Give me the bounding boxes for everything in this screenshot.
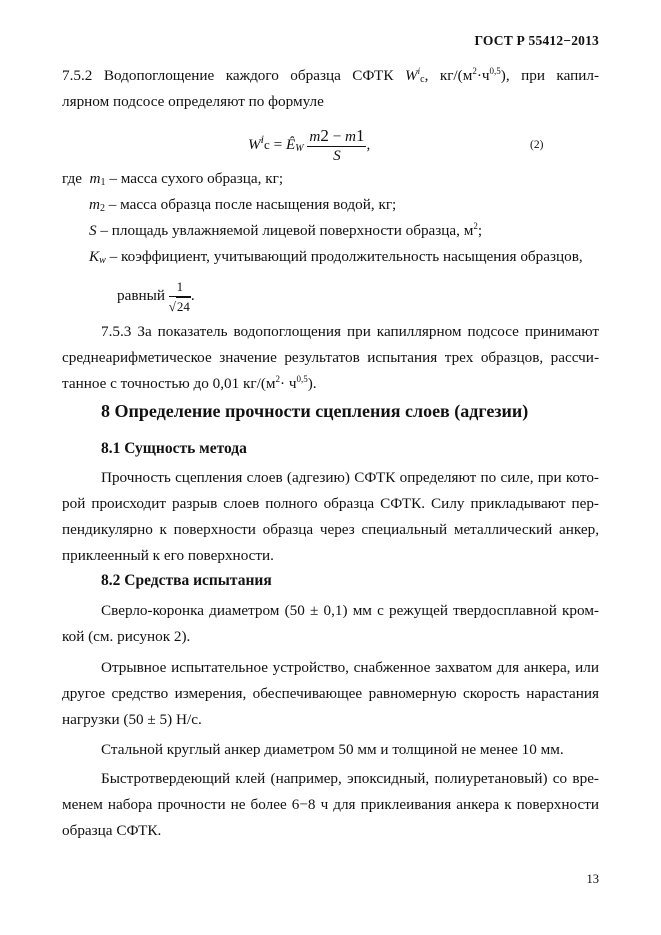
def-fraction (169, 278, 191, 316)
para-752-text-b: , кг/(м (424, 67, 473, 84)
formula-i: i (260, 132, 264, 146)
def-m1-text: – масса сухого образца, кг; (105, 170, 284, 187)
formula-minus: − (328, 127, 346, 145)
def-where: где (62, 170, 82, 187)
def-m1 (62, 166, 283, 192)
para-753-line1: 7.5.3 За показатель водопоглощения при капиллярном подсосе принимают (101, 323, 599, 340)
def-s-end: ; (477, 222, 483, 239)
para-752-line2: лярном подсосе определяют по формуле (62, 93, 324, 110)
def-m2-index: 2 (99, 203, 105, 214)
sup-2: 2 (472, 66, 477, 76)
def-k (89, 244, 583, 270)
def-s-text: – площадь увлажняемой лицевой поверхности образца, м (96, 222, 474, 239)
def-equal-word: равный (117, 287, 165, 304)
section-81-title: 8.1 Сущность метода (101, 440, 247, 457)
formula-comma: , (366, 136, 371, 153)
formula-k: Ê (285, 136, 296, 153)
para-753-sup05: 0,5 (296, 374, 308, 384)
symbol-c: с (420, 74, 425, 85)
para-753-text-c: ). (307, 375, 317, 392)
section-81-line3: пендикулярно к поверхности образца через специальный металлический анкер, (62, 521, 599, 538)
formula-denominator (307, 147, 366, 165)
formula-eq: = (273, 136, 283, 153)
formula-m2: m (309, 127, 321, 145)
page-number: 13 (586, 872, 599, 886)
formula-s: S (333, 146, 341, 164)
para-752-text-a: 7.5.2 Водопоглощение каждого образца СФТК (62, 67, 394, 84)
def-fraction-num: 1 (169, 278, 191, 297)
standard-header: ГОСТ Р 55412−2013 (474, 33, 599, 48)
def-k-symbol: K (89, 248, 100, 265)
section-82-p4-line1: Быстротвердеющий клей (например, эпоксидный, полиуретановый) со вре- (101, 770, 599, 787)
def-fraction-den (169, 297, 191, 316)
section-82-title: 8.2 Средства испытания (101, 572, 272, 589)
def-dot: . (190, 287, 195, 304)
symbol-w: W (404, 67, 418, 84)
def-m1-symbol: m (89, 170, 101, 187)
formula-number: (2) (530, 139, 544, 151)
def-m2-symbol: m (89, 196, 100, 213)
formula-m1-idx: 1 (355, 125, 365, 145)
para-753-text-b: · ч (280, 375, 297, 392)
section-81-line1: Прочность сцепления слоев (адгезию) СФТК определяют по силе, при кото- (101, 469, 599, 486)
section-82-p2-line1: Отрывное испытательное устройство, снабженное захватом для анкера, или (101, 659, 599, 676)
def-fraction-radicand: 24 (176, 298, 190, 314)
section-81-line2: рой происходит разрыв слоев полного образца СФТК. Силу прикладывают пер- (62, 495, 599, 512)
section-82-p1-line1: Сверло-коронка диаметром (50 ± 0,1) мм с режущей твердосплавной кром- (101, 602, 599, 619)
section-82-p1-line2: кой (см. рисунок 2). (62, 628, 191, 645)
section-8-title: 8 Определение прочности сцепления слоев (адгезии) (101, 401, 529, 421)
formula-m2-idx: 2 (320, 125, 329, 145)
para-752-text-c: ·ч (476, 67, 490, 84)
section-82-p2-line3: нагрузки (50 ± 5) Н/с. (62, 711, 202, 728)
section-82-p2-line2: другое средство измерения, обеспечивающее равномерную скорость нарастания (62, 685, 599, 702)
section-82-p4-line3: образца СФТК. (62, 822, 162, 839)
def-s-symbol: S (89, 222, 97, 239)
formula-2 (248, 125, 370, 165)
formula-numerator (307, 127, 366, 147)
def-m1-index: 1 (100, 177, 106, 188)
para-753-text-a: танное с точностью до 0,01 кг/(м (62, 375, 276, 392)
para-752-text-d: ), при капил- (500, 67, 599, 84)
def-m2-text: – масса образца после насыщения водой, кг; (104, 196, 397, 213)
def-k-index: w (99, 255, 106, 266)
formula-c: с (264, 137, 270, 152)
sup-05: 0,5 (489, 66, 501, 76)
symbol-i: i (417, 66, 421, 76)
section-82-p3-line1: Стальной круглый анкер диаметром 50 мм и толщиной не менее 10 мм. (101, 741, 564, 758)
sqrt-icon: √ (168, 298, 176, 314)
section-81-line4: приклеенный к его поверхности. (62, 547, 274, 564)
section-82-p4-line2: менем набора прочности не более 6−8 ч для приклеивания анкера к поверхности (62, 796, 599, 813)
para-752-line1 (62, 63, 599, 89)
formula-w: W (248, 136, 261, 153)
formula-w-sub: W (295, 143, 304, 154)
def-s-sup: 2 (473, 221, 478, 231)
def-m2 (89, 192, 396, 218)
def-k-value (117, 276, 195, 316)
para-753-line3 (62, 371, 317, 397)
def-s (89, 218, 482, 244)
formula-m1: m (345, 127, 356, 145)
para-753-line2: среднеарифметическое значение результатов испытания трех образцов, рассчи- (62, 349, 599, 366)
def-k-text: – коэффициент, учитывающий продолжительность насыщения образцов, (105, 248, 583, 265)
formula-fraction (307, 127, 366, 165)
para-753-sup2: 2 (275, 374, 280, 384)
